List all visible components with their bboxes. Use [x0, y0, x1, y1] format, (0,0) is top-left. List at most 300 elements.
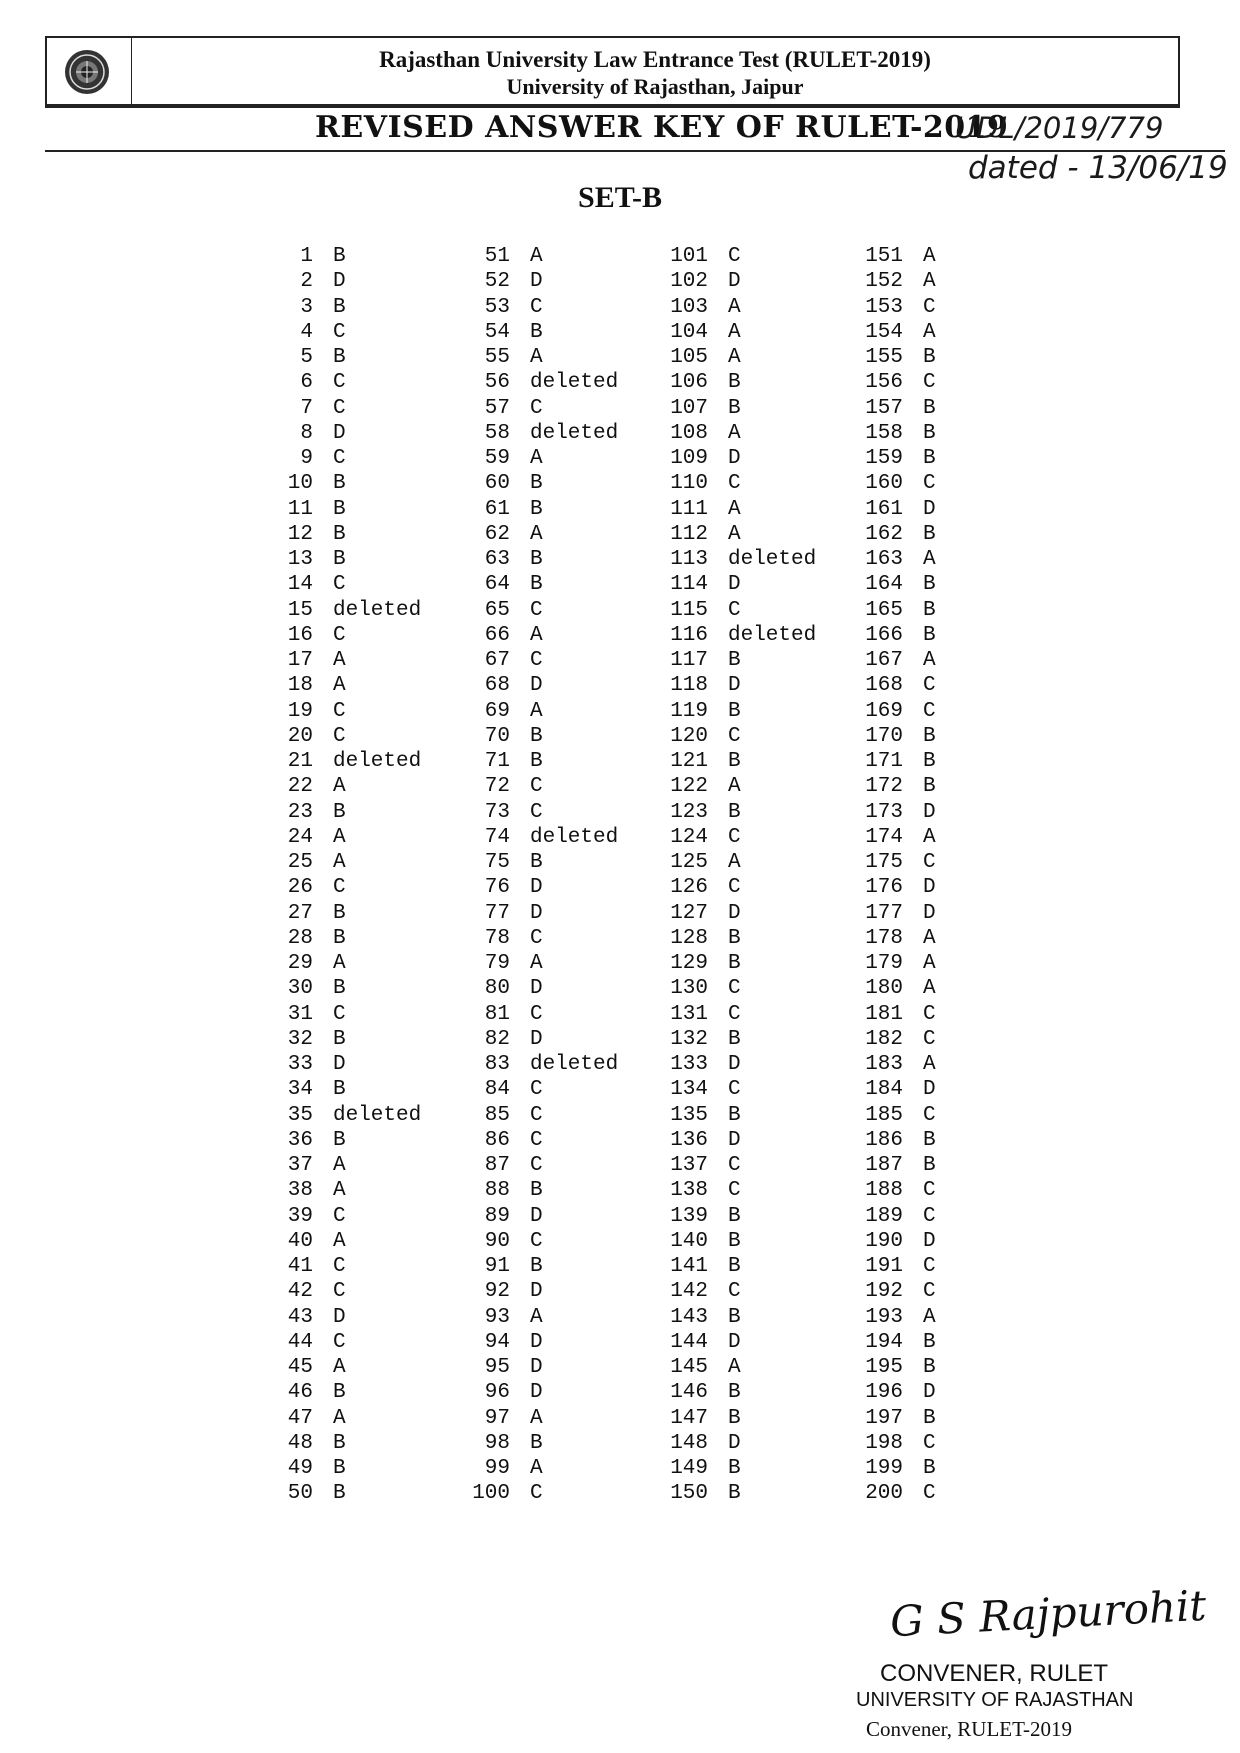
question-number: 116 [670, 623, 708, 647]
question-number: 108 [670, 421, 708, 445]
answer-row [275, 926, 421, 951]
answer-value: B [333, 1027, 346, 1051]
answer-row [650, 1279, 816, 1304]
answer-value: C [530, 1103, 543, 1127]
answer-value: deleted [728, 623, 817, 647]
answer-value: D [728, 1128, 741, 1152]
question-number: 87 [484, 1154, 510, 1177]
question-number: 171 [865, 750, 903, 773]
answer-row [460, 800, 618, 825]
answer-row [275, 623, 421, 648]
answer-value: B [530, 320, 543, 344]
answer-row [845, 800, 936, 825]
question-number: 130 [670, 977, 708, 1001]
question-number: 22 [287, 775, 313, 799]
answer-row [845, 269, 936, 294]
answer-value: D [530, 1381, 543, 1405]
answer-value: D [333, 1053, 346, 1076]
answer-value: B [923, 346, 936, 369]
question-number: 170 [865, 724, 903, 748]
answer-value: B [333, 522, 346, 546]
question-number: 112 [670, 522, 708, 546]
answer-row [460, 1330, 618, 1355]
answer-row [845, 497, 936, 522]
answer-row [275, 1229, 421, 1254]
question-number: 149 [670, 1457, 708, 1480]
question-number: 94 [484, 1330, 510, 1354]
question-number: 192 [865, 1280, 903, 1304]
answer-row [275, 648, 421, 673]
answer-row [650, 1204, 816, 1229]
answer-value: D [333, 421, 346, 445]
question-number: 3 [300, 295, 313, 319]
question-number: 120 [670, 724, 708, 748]
answer-value: B [923, 750, 936, 773]
answer-value: C [530, 598, 543, 622]
question-number: 47 [287, 1406, 313, 1430]
answer-value: C [333, 623, 346, 647]
question-number: 97 [484, 1406, 510, 1430]
answer-value: B [333, 497, 346, 521]
answer-value: A [923, 1305, 936, 1329]
answer-value: A [728, 775, 741, 799]
question-number: 152 [865, 270, 903, 294]
answer-value: B [923, 1406, 936, 1430]
question-number: 126 [670, 876, 708, 900]
question-number: 75 [484, 851, 510, 874]
answer-value: B [728, 800, 741, 824]
question-number: 46 [287, 1381, 313, 1405]
logo-cell [47, 38, 132, 104]
university-seal-icon [63, 48, 111, 96]
answer-value: A [333, 1229, 346, 1253]
question-number: 158 [865, 421, 903, 445]
answer-value: C [728, 1280, 741, 1304]
university-name: UNIVERSITY OF RAJASTHAN [856, 1689, 1134, 1711]
answer-value: C [923, 472, 936, 496]
answer-value: B [333, 346, 346, 369]
answer-value: D [923, 800, 936, 824]
answer-row [460, 850, 618, 875]
question-number: 31 [287, 1002, 313, 1026]
answer-value: A [530, 699, 543, 723]
answer-row [275, 1481, 421, 1506]
question-number: 89 [484, 1204, 510, 1228]
answer-row [460, 724, 618, 749]
answer-value: A [923, 1053, 936, 1076]
question-number: 10 [287, 472, 313, 496]
answer-row [650, 497, 816, 522]
question-number: 156 [865, 371, 903, 395]
answer-row [845, 598, 936, 623]
answer-column-1 [275, 244, 421, 1507]
answer-row [650, 724, 816, 749]
question-number: 136 [670, 1128, 708, 1152]
answer-row [845, 1481, 936, 1506]
answer-value: A [333, 851, 346, 874]
answer-value: C [923, 295, 936, 319]
question-number: 13 [287, 548, 313, 571]
answer-value: A [530, 952, 543, 975]
answer-value: D [530, 1204, 543, 1228]
answer-value: A [728, 295, 741, 319]
answer-value: C [923, 1027, 936, 1051]
question-number: 101 [670, 245, 708, 268]
answer-value: B [333, 1431, 346, 1455]
answer-value: B [728, 952, 741, 975]
answer-row [650, 598, 816, 623]
answer-value: B [333, 1078, 346, 1102]
answer-row [845, 1103, 936, 1128]
answer-value: B [530, 497, 543, 521]
answer-value: A [728, 1356, 741, 1379]
answer-row [650, 244, 816, 269]
answer-value: C [923, 1482, 936, 1506]
answer-row [460, 1103, 618, 1128]
question-number: 117 [670, 649, 708, 672]
answer-value: B [530, 750, 543, 773]
question-number: 179 [865, 952, 903, 975]
answer-value: A [530, 623, 543, 647]
question-number: 80 [484, 977, 510, 1001]
answer-row [650, 1229, 816, 1254]
answer-value: A [923, 977, 936, 1001]
question-number: 99 [484, 1457, 510, 1480]
answer-row [650, 800, 816, 825]
answer-row [275, 1254, 421, 1279]
answer-value: B [333, 245, 346, 268]
answer-row [650, 749, 816, 774]
question-number: 29 [287, 952, 313, 975]
question-number: 139 [670, 1204, 708, 1228]
answer-row [650, 850, 816, 875]
answer-value: B [923, 1154, 936, 1177]
question-number: 68 [484, 674, 510, 698]
answer-row [650, 1406, 816, 1431]
set-title: SET-B [578, 181, 662, 214]
answer-row [650, 1330, 816, 1355]
answer-value: B [728, 1229, 741, 1253]
question-number: 81 [484, 1002, 510, 1026]
answer-value: D [923, 1078, 936, 1102]
answer-value: C [728, 1179, 741, 1203]
answer-value: C [923, 699, 936, 723]
answer-row [275, 421, 421, 446]
answer-row [845, 1128, 936, 1153]
question-number: 160 [865, 472, 903, 496]
answer-row [460, 598, 618, 623]
answer-row [275, 724, 421, 749]
question-number: 115 [670, 598, 708, 622]
handwritten-dated: dated - 13/06/19 [968, 150, 1228, 186]
answer-row [460, 1128, 618, 1153]
question-number: 64 [484, 573, 510, 597]
answer-value: B [728, 1103, 741, 1127]
answer-value: A [728, 851, 741, 874]
question-number: 151 [865, 245, 903, 268]
question-number: 14 [287, 573, 313, 597]
question-number: 137 [670, 1154, 708, 1177]
answer-row [845, 1330, 936, 1355]
answer-value: A [530, 447, 543, 470]
question-number: 106 [670, 371, 708, 395]
question-number: 38 [287, 1179, 313, 1203]
question-number: 83 [484, 1053, 510, 1076]
answer-row [650, 1052, 816, 1077]
answer-value: A [923, 825, 936, 849]
answer-row [650, 345, 816, 370]
answer-value: B [728, 699, 741, 723]
answer-value: deleted [530, 825, 619, 849]
question-number: 146 [670, 1381, 708, 1405]
answer-value: B [728, 1406, 741, 1430]
question-number: 61 [484, 497, 510, 521]
answer-row [650, 1456, 816, 1481]
question-number: 198 [865, 1431, 903, 1455]
answer-row [275, 244, 421, 269]
answer-row [650, 295, 816, 320]
answer-row [650, 976, 816, 1001]
answer-row [650, 875, 816, 900]
answer-value: C [923, 1255, 936, 1278]
question-number: 111 [670, 497, 708, 521]
answer-value: B [530, 573, 543, 597]
answer-value: A [530, 346, 543, 369]
answer-row [650, 1380, 816, 1405]
answer-row [460, 345, 618, 370]
question-number: 191 [865, 1255, 903, 1278]
answer-value: A [333, 1154, 346, 1177]
answer-value: deleted [728, 548, 817, 571]
answer-row [460, 1077, 618, 1102]
answer-value: B [333, 1381, 346, 1405]
question-number: 119 [670, 699, 708, 723]
answer-row [845, 1204, 936, 1229]
question-number: 104 [670, 320, 708, 344]
answer-value: D [923, 876, 936, 900]
answer-value: C [923, 1280, 936, 1304]
answer-row [650, 825, 816, 850]
answer-row [845, 1431, 936, 1456]
answer-row [845, 951, 936, 976]
answer-row [650, 1027, 816, 1052]
question-number: 186 [865, 1128, 903, 1152]
question-number: 131 [670, 1002, 708, 1026]
question-number: 150 [670, 1482, 708, 1506]
answer-value: C [530, 1154, 543, 1177]
answer-row [275, 1153, 421, 1178]
question-number: 24 [287, 825, 313, 849]
answer-value: A [333, 649, 346, 672]
question-number: 54 [484, 320, 510, 344]
answer-value: C [530, 1002, 543, 1026]
question-number: 53 [484, 295, 510, 319]
answer-row [275, 1128, 421, 1153]
question-number: 67 [484, 649, 510, 672]
answer-row [275, 522, 421, 547]
answer-value: B [923, 724, 936, 748]
question-number: 36 [287, 1128, 313, 1152]
question-number: 140 [670, 1229, 708, 1253]
question-number: 164 [865, 573, 903, 597]
question-number: 35 [287, 1103, 313, 1127]
answer-row [460, 1027, 618, 1052]
answer-value: D [728, 1431, 741, 1455]
answer-value: D [728, 270, 741, 294]
answer-value: B [530, 1179, 543, 1203]
answer-row [650, 1305, 816, 1330]
question-number: 188 [865, 1179, 903, 1203]
question-number: 189 [865, 1204, 903, 1228]
answer-value: B [728, 1381, 741, 1405]
answer-value: D [923, 1381, 936, 1405]
question-number: 174 [865, 825, 903, 849]
question-number: 98 [484, 1431, 510, 1455]
answer-row [650, 901, 816, 926]
answer-row [275, 774, 421, 799]
answer-value: A [728, 421, 741, 445]
question-number: 184 [865, 1078, 903, 1102]
question-number: 129 [670, 952, 708, 975]
answer-value: A [728, 346, 741, 369]
question-number: 182 [865, 1027, 903, 1051]
question-number: 72 [484, 775, 510, 799]
answer-value: deleted [333, 1103, 422, 1127]
question-number: 122 [670, 775, 708, 799]
answer-row [845, 699, 936, 724]
answer-value: D [530, 1280, 543, 1304]
question-number: 44 [287, 1330, 313, 1354]
question-number: 102 [670, 270, 708, 294]
answer-value: D [530, 674, 543, 698]
question-number: 96 [484, 1381, 510, 1405]
question-number: 159 [865, 447, 903, 470]
answer-value: C [923, 1431, 936, 1455]
question-number: 32 [287, 1027, 313, 1051]
answer-value: C [530, 775, 543, 799]
answer-value: B [530, 1255, 543, 1278]
question-number: 138 [670, 1179, 708, 1203]
question-number: 2 [300, 270, 313, 294]
question-number: 66 [484, 623, 510, 647]
answer-row [845, 976, 936, 1001]
question-number: 176 [865, 876, 903, 900]
answer-value: C [728, 977, 741, 1001]
answer-value: D [530, 270, 543, 294]
answer-value: D [728, 573, 741, 597]
answer-row [275, 699, 421, 724]
question-number: 7 [300, 396, 313, 420]
question-number: 92 [484, 1280, 510, 1304]
answer-value: C [923, 1179, 936, 1203]
answer-row [460, 976, 618, 1001]
answer-value: C [728, 598, 741, 622]
question-number: 196 [865, 1381, 903, 1405]
answer-value: A [923, 245, 936, 268]
answer-row [275, 951, 421, 976]
question-number: 178 [865, 926, 903, 950]
question-number: 100 [472, 1482, 510, 1506]
answer-value: B [333, 926, 346, 950]
answer-value: B [530, 1431, 543, 1455]
answer-value: A [728, 522, 741, 546]
answer-value: B [923, 447, 936, 470]
answer-row [460, 1052, 618, 1077]
question-number: 161 [865, 497, 903, 521]
answer-row [275, 850, 421, 875]
answer-row [845, 1406, 936, 1431]
answer-row [650, 1128, 816, 1153]
header-box [45, 36, 1180, 106]
question-number: 19 [287, 699, 313, 723]
answer-row [845, 1027, 936, 1052]
answer-value: D [530, 1330, 543, 1354]
question-number: 157 [865, 396, 903, 420]
question-number: 145 [670, 1356, 708, 1379]
answer-value: D [530, 876, 543, 900]
answer-row [460, 749, 618, 774]
answer-row [460, 699, 618, 724]
answer-value: D [530, 977, 543, 1001]
answer-value: deleted [530, 371, 619, 395]
question-number: 79 [484, 952, 510, 975]
question-number: 20 [287, 724, 313, 748]
answer-value: B [333, 295, 346, 319]
question-number: 30 [287, 977, 313, 1001]
answer-value: A [923, 649, 936, 672]
question-number: 109 [670, 447, 708, 470]
answer-row [460, 774, 618, 799]
revised-answer-key-title: REVISED ANSWER KEY OF RULET-2019 [315, 110, 1009, 145]
answer-value: A [333, 1179, 346, 1203]
answer-value: A [923, 952, 936, 975]
question-number: 55 [484, 346, 510, 369]
question-number: 113 [670, 548, 708, 571]
answer-value: B [333, 977, 346, 1001]
answer-row [460, 1431, 618, 1456]
answer-value: B [728, 1204, 741, 1228]
question-number: 43 [287, 1305, 313, 1329]
answer-value: C [923, 851, 936, 874]
question-number: 88 [484, 1179, 510, 1203]
answer-value: D [530, 1027, 543, 1051]
answer-value: A [333, 825, 346, 849]
question-number: 153 [865, 295, 903, 319]
question-number: 84 [484, 1078, 510, 1102]
answer-row [650, 673, 816, 698]
answer-row [845, 749, 936, 774]
answer-row [275, 976, 421, 1001]
answer-value: C [333, 447, 346, 470]
question-number: 74 [484, 825, 510, 849]
answer-row [650, 648, 816, 673]
answer-value: A [923, 548, 936, 571]
answer-row [845, 547, 936, 572]
question-number: 58 [484, 421, 510, 445]
question-number: 73 [484, 800, 510, 824]
answer-value: C [728, 245, 741, 268]
question-number: 56 [484, 371, 510, 395]
answer-value: B [923, 623, 936, 647]
answer-row [275, 269, 421, 294]
answer-row [275, 901, 421, 926]
question-number: 162 [865, 522, 903, 546]
question-number: 141 [670, 1255, 708, 1278]
answer-value: C [333, 573, 346, 597]
answer-row [460, 875, 618, 900]
answer-row [275, 1279, 421, 1304]
question-number: 86 [484, 1128, 510, 1152]
